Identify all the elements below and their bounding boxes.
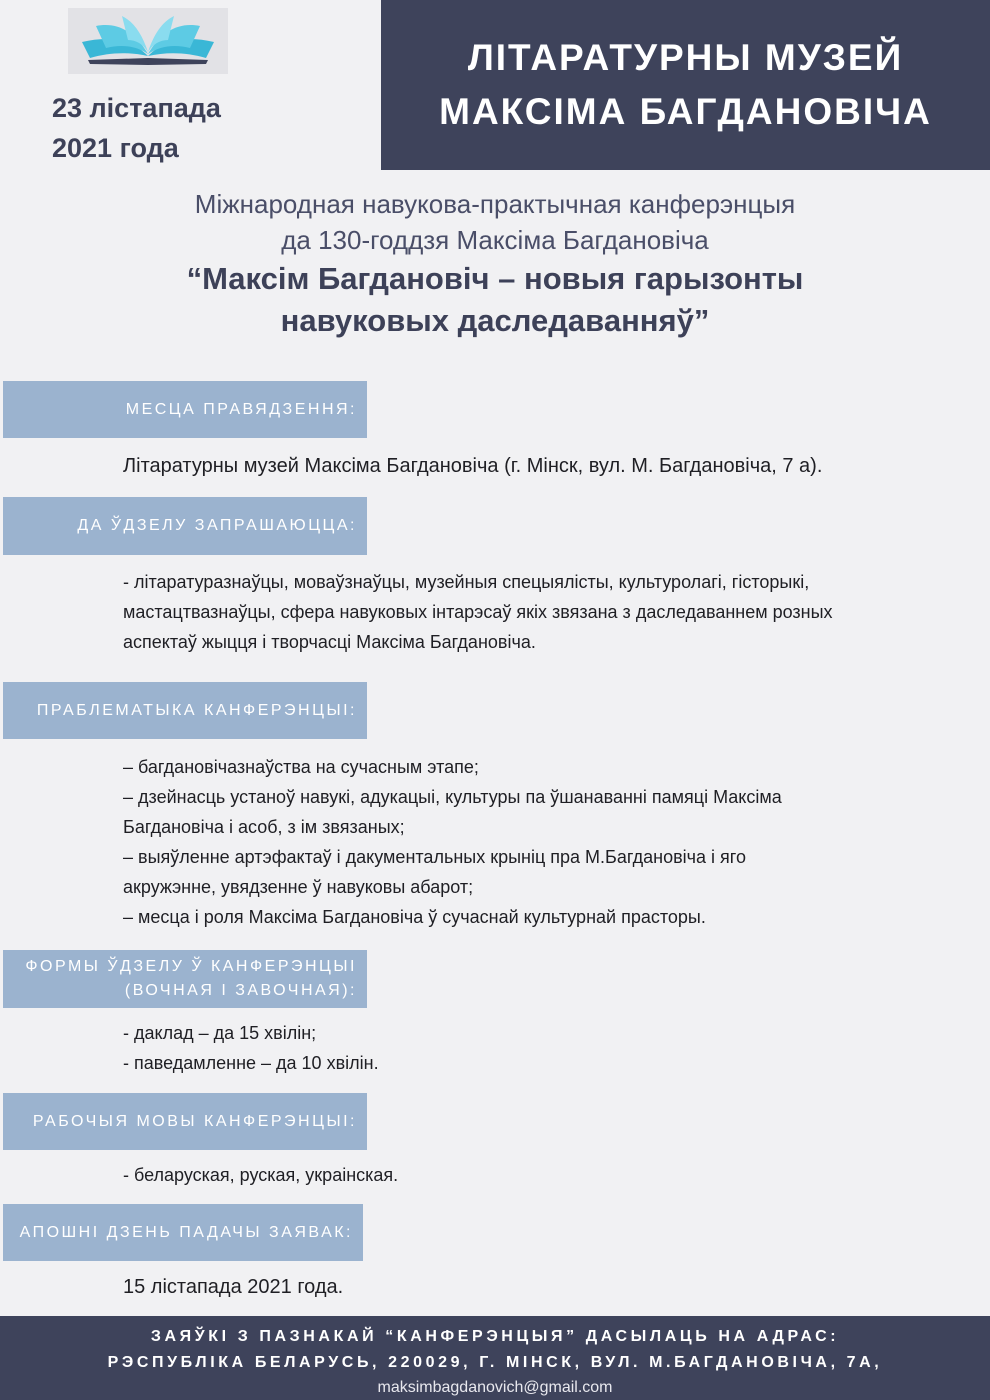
deadline-label-text: АПОШНІ ДЗЕНЬ ПАДАЧЫ ЗАЯВАК: <box>19 1223 353 1241</box>
topics-label <box>3 682 367 739</box>
logo <box>68 8 228 74</box>
header-title <box>381 0 990 170</box>
date-day: 23 лістапада <box>52 93 221 123</box>
topics-label-text: ПРАБЛЕМАТЫКА КАНФЕРЭНЦЫІ: <box>36 701 357 719</box>
invited-label-text: ДА ЎДЗЕЛУ ЗАПРАШАЮЦЦА: <box>77 517 357 534</box>
languages-label <box>3 1093 367 1150</box>
topics-line: – дзейнасць устаноў навукі, адукацыі, культуры па ўшанаванні памяці Максіма <box>123 787 782 807</box>
venue-text-line: Літаратурны музей Максіма Багдановіча (г. Мінск, вул. М. Багдановіча, 7 а). <box>123 455 823 477</box>
invited-text <box>123 567 953 657</box>
forms-label <box>3 950 367 1008</box>
forms-label-line-2: (ВОЧНАЯ І ЗАВОЧНАЯ): <box>124 982 357 999</box>
topics-line: акружэнне, увядзенне ў навуковы абарот; <box>123 877 474 897</box>
venue-label <box>3 381 367 438</box>
venue-label-text: МЕСЦА ПРАВЯДЗЕННЯ: <box>125 400 357 418</box>
header-line-2: МАКСІМА БАГДАНОВІЧА <box>439 91 932 132</box>
footer-email[interactable]: maksimbagdanovich@gmail.com <box>377 1379 613 1396</box>
open-book-icon <box>68 8 228 74</box>
languages-label-text: РАБОЧЫЯ МОВЫ КАНФЕРЭНЦЫІ: <box>32 1112 357 1130</box>
invited-line: - літаратуразнаўцы, моваўзнаўцы, музейныя спецыялісты, культуролагі, гісторыкі, <box>123 572 810 592</box>
date-year: 2021 года <box>52 133 179 163</box>
forms-label-line-1: ФОРМЫ ЎДЗЕЛУ Ў КАНФЕРЭНЦЫІ <box>25 958 357 975</box>
topics-text <box>123 752 953 932</box>
intro-line-2: да 130-годдзя Максіма Багдановіча <box>281 225 709 255</box>
invited-label <box>3 497 367 555</box>
languages-text <box>123 1160 953 1190</box>
forms-line: - даклад – да 15 хвілін; <box>123 1023 317 1043</box>
topics-line: Багдановіча і асоб, з ім звязаных; <box>123 817 405 837</box>
invited-line: аспектаў жыцця і творчасці Максіма Багдановіча. <box>123 632 536 652</box>
languages-line: - беларуская, руская, украінская. <box>123 1165 399 1185</box>
deadline-label <box>3 1204 363 1261</box>
footer-line-1: ЗАЯЎКІ З ПАЗНАКАЙ “КАНФЕРЭНЦЫЯ” ДАСЫЛАЦЬ НА АДРАС: <box>150 1328 840 1345</box>
topics-line: – выяўленне артэфактаў і дакументальных крыніц пра М.Багдановіча і яго <box>123 847 746 867</box>
footer-address: РЭСПУБЛІКА БЕЛАРУСЬ, 220029, Г. МІНСК, ВУЛ. М.БАГДАНОВІЧА, 7А, <box>107 1354 883 1371</box>
topics-line: – месца і роля Максіма Багдановіча ў сучаснай культурнай прасторы. <box>123 907 706 927</box>
intro-line-1: Міжнародная навукова-практычная канферэнцыя <box>194 189 796 219</box>
conference-intro <box>0 186 990 342</box>
topics-line: – багдановічазнаўства на сучасным этапе; <box>123 757 479 777</box>
deadline-text <box>123 1271 953 1303</box>
event-date <box>52 88 292 168</box>
invited-line: мастацтвазнаўцы, сфера навуковых інтарэсаў якіх звязана з даследаваннем розных <box>123 602 833 622</box>
conference-title-1: “Максім Багдановіч – новыя гарызонты <box>186 261 804 296</box>
footer <box>0 1316 990 1400</box>
header-line-1: ЛІТАРАТУРНЫ МУЗЕЙ <box>467 37 904 78</box>
forms-text <box>123 1018 953 1078</box>
conference-title-2: навуковых даследаванняў” <box>280 303 710 338</box>
deadline-line: 15 лістапада 2021 года. <box>123 1276 344 1298</box>
venue-text <box>123 450 953 482</box>
forms-line: - паведамленне – да 10 хвілін. <box>123 1053 379 1073</box>
